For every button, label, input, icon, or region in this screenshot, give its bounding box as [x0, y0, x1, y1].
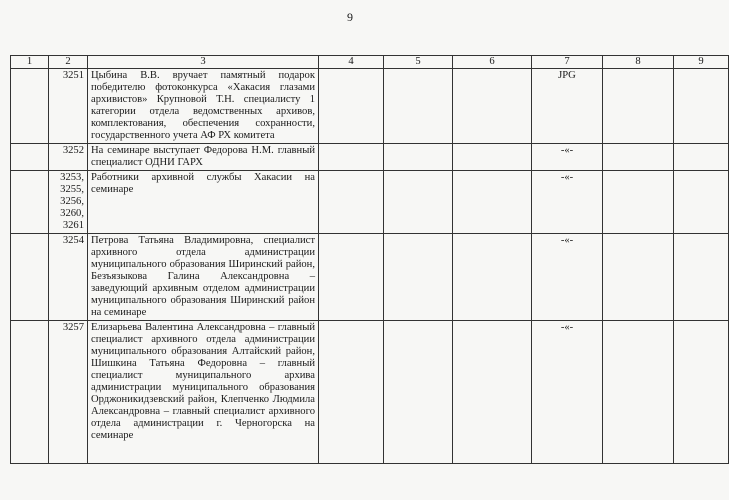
- item-number: 3252: [62, 145, 84, 156]
- row-item-number: [49, 144, 88, 171]
- column-header-2: 2: [49, 56, 88, 69]
- item-number: 3256,: [60, 196, 84, 207]
- row-cell-col9: [674, 234, 729, 321]
- row-cell-col8: [603, 321, 674, 464]
- row-cell-col1: [11, 144, 49, 171]
- row-cell-col6: [453, 69, 532, 144]
- table-row: [11, 69, 729, 144]
- row-description: Елизарьева Валентина Александровна – главный специалист архивного отдела администрации муниципального образования Алтайский район, Шишкина Татьяна Федоровна – главный специалист муниципального архива администрации муниципального образования Орджоникидзевский район, Клепченко Людмила Александровна – главный специалист архивного отдела администрации г. Черногорска на семинаре: [88, 321, 319, 464]
- row-cell-col8: [603, 69, 674, 144]
- row-format: -«-: [532, 171, 603, 234]
- photo-register-table: [10, 55, 729, 464]
- table-row: [11, 171, 729, 234]
- row-description: Работники архивной службы Хакасии на семинаре: [88, 171, 319, 234]
- row-description: Цыбина В.В. вручает памятный подарок победителю фотоконкурса «Хакасия глазами архивистов» Крупновой Т.Н. специалисту 1 категории отдела ведомственных архивов, комплектования, обеспечения сохранности, государственного учета АФ РХ комитета: [88, 69, 319, 144]
- item-number: 3251: [62, 70, 84, 81]
- item-number: 3261: [62, 220, 84, 231]
- row-cell-col5: [384, 144, 453, 171]
- row-item-number: [49, 171, 88, 234]
- row-cell-col5: [384, 321, 453, 464]
- row-cell-col9: [674, 171, 729, 234]
- row-cell-col8: [603, 144, 674, 171]
- table-row: [11, 234, 729, 321]
- row-cell-col8: [603, 234, 674, 321]
- item-number: 3254: [62, 235, 84, 246]
- row-cell-col8: [603, 171, 674, 234]
- table-row: [11, 321, 729, 464]
- row-cell-col9: [674, 144, 729, 171]
- column-header-6: 6: [453, 56, 532, 69]
- column-header-3: 3: [88, 56, 319, 69]
- row-cell-col4: [319, 69, 384, 144]
- row-format: -«-: [532, 234, 603, 321]
- row-format: -«-: [532, 321, 603, 464]
- row-description: На семинаре выступает Федорова Н.М. главный специалист ОДНИ ГАРХ: [88, 144, 319, 171]
- row-cell-col6: [453, 321, 532, 464]
- page-number: 9: [347, 10, 353, 24]
- row-cell-col5: [384, 69, 453, 144]
- column-header-5: 5: [384, 56, 453, 69]
- item-number: 3260,: [60, 208, 84, 219]
- column-header-9: 9: [674, 56, 729, 69]
- row-cell-col9: [674, 321, 729, 464]
- row-cell-col6: [453, 144, 532, 171]
- row-cell-col4: [319, 171, 384, 234]
- row-cell-col4: [319, 144, 384, 171]
- row-description: Петрова Татьяна Владимировна, специалист архивного отдела администрации муниципального образования Ширинский район, Безъязыкова Галина Александровна – заведующий архивным отделом администрации муниципального образования Ширинский район на семинаре: [88, 234, 319, 321]
- row-cell-col4: [319, 321, 384, 464]
- row-format: -«-: [532, 144, 603, 171]
- row-item-number: [49, 321, 88, 464]
- row-cell-col1: [11, 321, 49, 464]
- row-cell-col6: [453, 171, 532, 234]
- row-cell-col6: [453, 234, 532, 321]
- column-header-1: 1: [11, 56, 49, 69]
- row-cell-col9: [674, 69, 729, 144]
- column-header-4: 4: [319, 56, 384, 69]
- row-cell-col1: [11, 69, 49, 144]
- column-header-8: 8: [603, 56, 674, 69]
- row-item-number: [49, 69, 88, 144]
- row-item-number: [49, 234, 88, 321]
- column-header-7: 7: [532, 56, 603, 69]
- row-cell-col4: [319, 234, 384, 321]
- row-cell-col1: [11, 234, 49, 321]
- row-format: JPG: [532, 69, 603, 144]
- column-number-row: [11, 56, 729, 69]
- row-cell-col1: [11, 171, 49, 234]
- row-cell-col5: [384, 234, 453, 321]
- item-number: 3255,: [60, 184, 84, 195]
- item-number: 3253,: [60, 172, 84, 183]
- row-cell-col5: [384, 171, 453, 234]
- item-number: 3257: [62, 322, 84, 333]
- table-row: [11, 144, 729, 171]
